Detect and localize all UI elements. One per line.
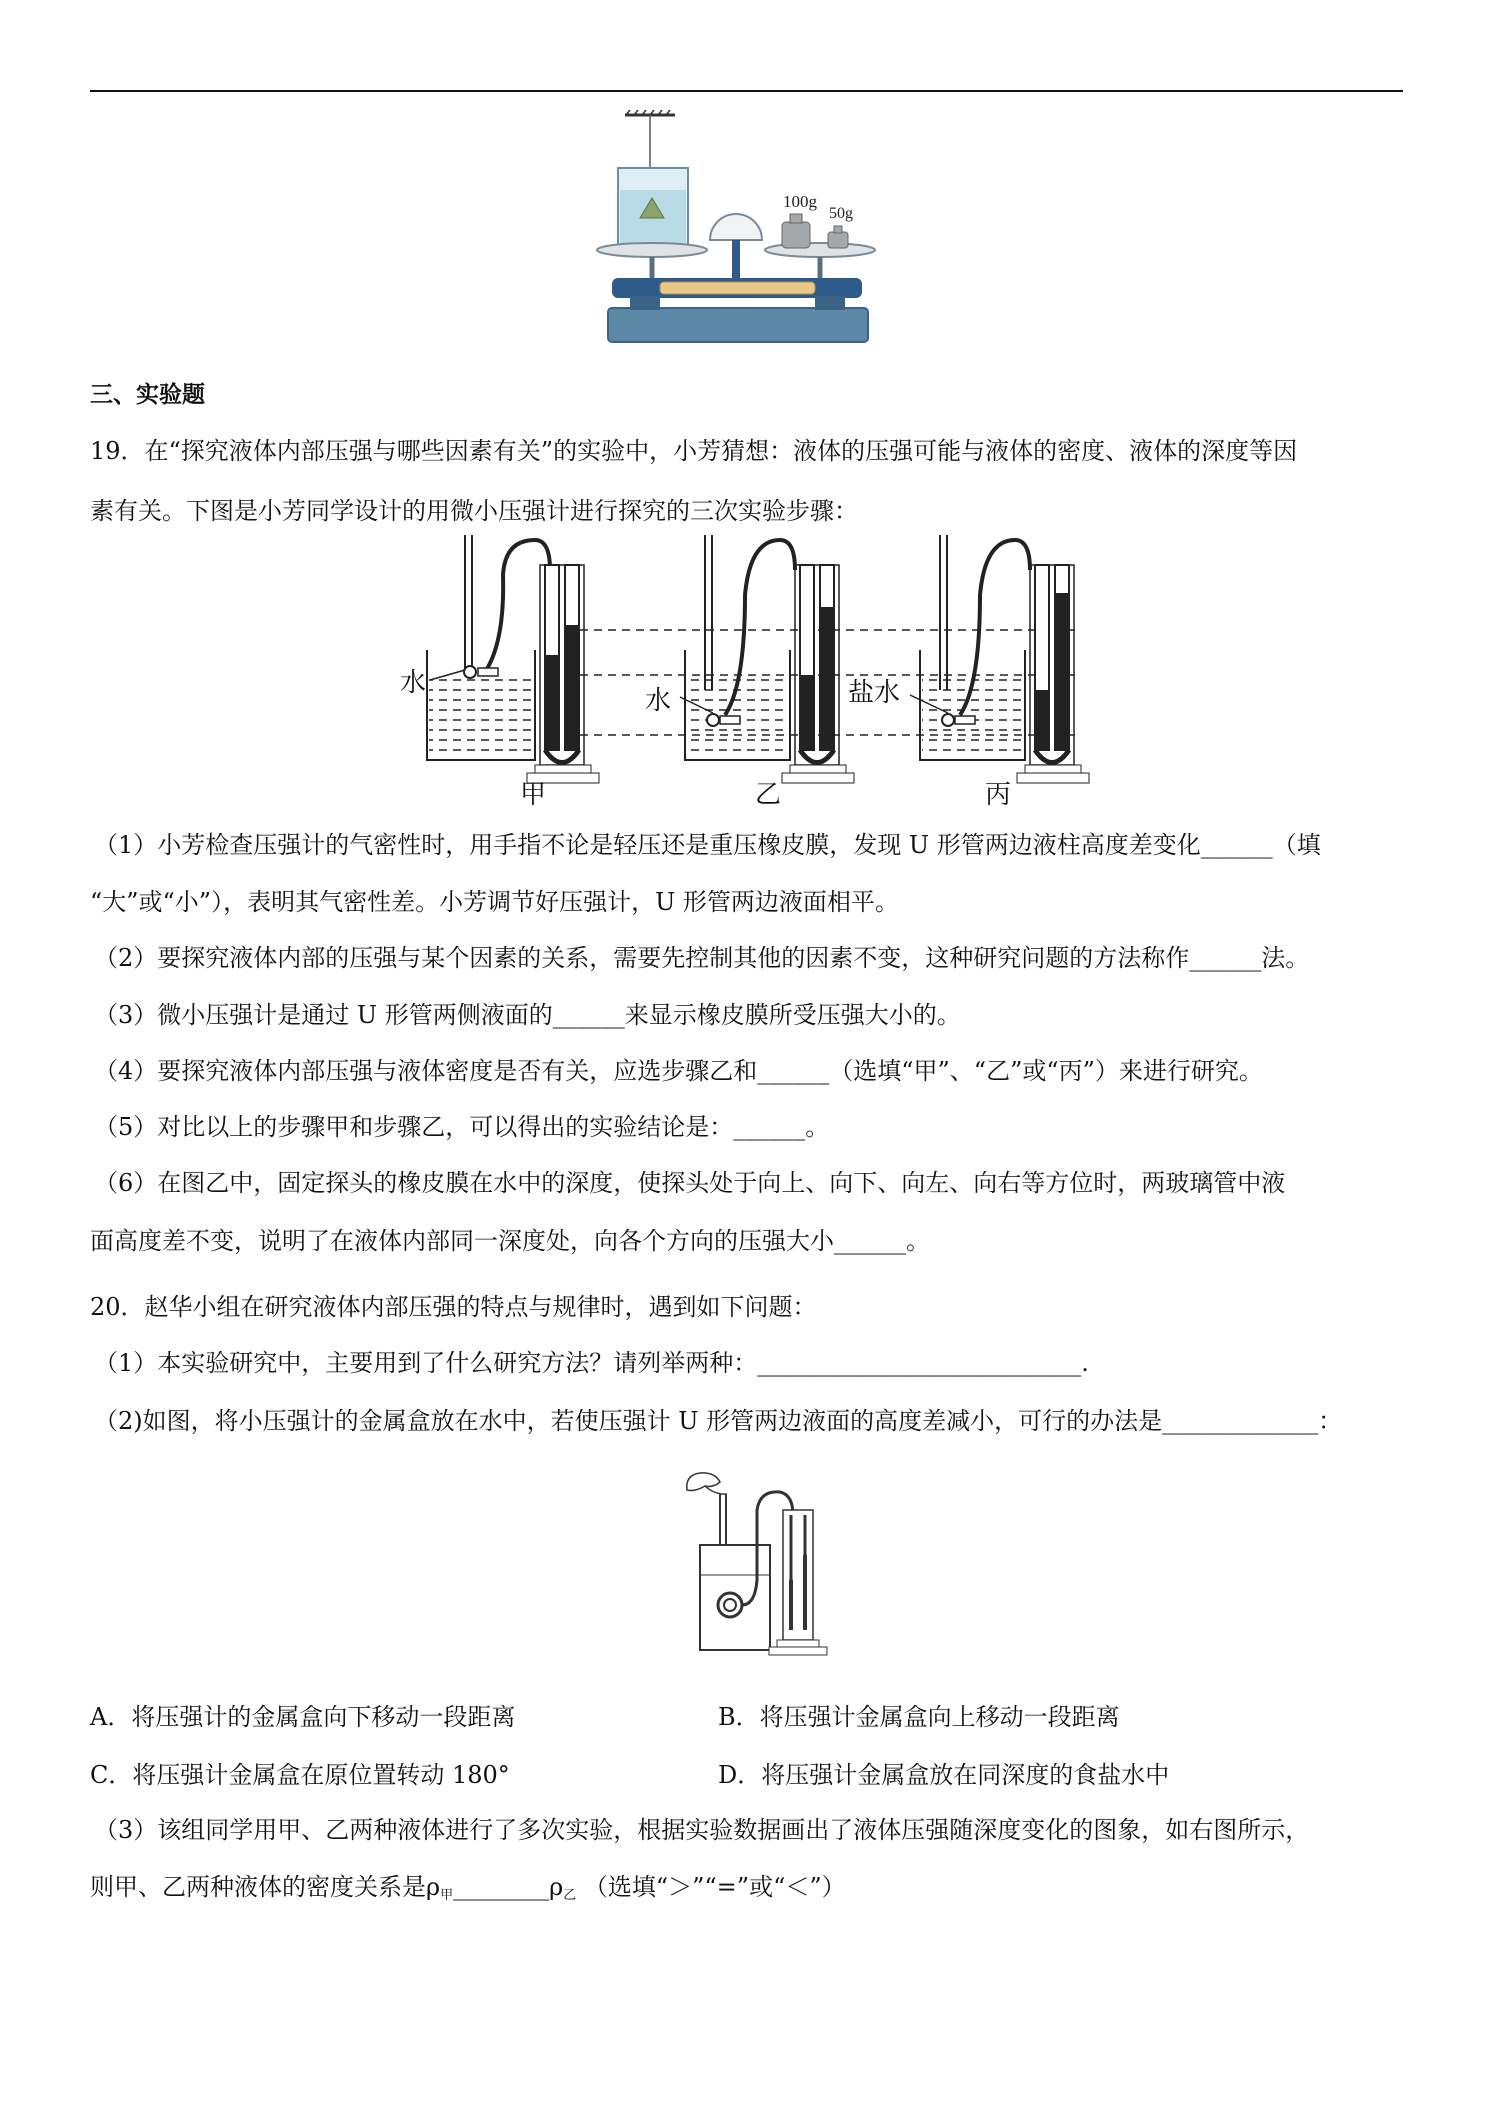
q19-part5: （5）对比以上的步骤甲和步骤乙，可以得出的实验结论是：______。 — [94, 1113, 830, 1141]
q20-intro: 20．赵华小组在研究液体内部压强的特点与规律时，遇到如下问题： — [90, 1293, 817, 1321]
rho-jia-subscript: 甲 — [440, 1888, 454, 1903]
q20-part3-text-post: （选填“＞”“=”或“＜”） — [576, 1873, 846, 1901]
q19-part3: （3）微小压强计是通过 U 形管两侧液面的______来显示橡皮膜所受压强大小的。 — [94, 1001, 961, 1029]
label-brine: 盐水 — [848, 678, 901, 708]
option-d: D．将压强计金属盒放在同深度的食盐水中 — [718, 1761, 1170, 1789]
weight-100g-label: 100g — [783, 192, 817, 211]
option-b: B．将压强计金属盒向上移动一段距离 — [718, 1703, 1120, 1731]
caption-jia: 甲 — [520, 780, 547, 810]
q20-part3-text-mid: ________ρ — [453, 1873, 564, 1901]
q19-part1-line1: （1）小芳检查压强计的气密性时，用手指不论是轻压还是重压橡皮膜，发现 U 形管两边液柱高度差变化______（填 — [94, 831, 1321, 859]
label-water-jia: 水 — [400, 668, 427, 698]
q19-line-1: 19．在“探究液体内部压强与哪些因素有关”的实验中，小芳猜想：液体的压强可能与液体的密度、液体的深度等因 — [90, 437, 1298, 465]
weight-50g-label: 50g — [829, 205, 853, 222]
section-heading: 三、实验题 — [90, 381, 205, 408]
pressure-gauge-figure — [395, 535, 1095, 800]
label-water-yi: 水 — [645, 686, 672, 716]
caption-bing: 丙 — [985, 780, 1012, 810]
q20-part1: （1）本实验研究中，主要用到了什么研究方法？请列举两种：___________________________. — [94, 1349, 1089, 1377]
balance-scale-figure — [590, 110, 910, 345]
caption-yi: 乙 — [755, 780, 782, 810]
header-rule — [90, 90, 1403, 92]
q19-part6-line1: （6）在图乙中，固定探头的橡皮膜在水中的深度，使探头处于向上、向下、向左、向右等方位时，两玻璃管中液 — [94, 1169, 1286, 1197]
q20-part3-text-pre: 则甲、乙两种液体的密度关系是ρ — [90, 1873, 441, 1901]
rho-yi-subscript: 乙 — [563, 1888, 577, 1903]
q20-part3-line2 — [90, 1870, 846, 1913]
small-gauge-figure — [665, 1470, 840, 1660]
q19-part4: （4）要探究液体内部压强与液体密度是否有关，应选步骤乙和______（选填“甲”、“乙”或“丙”）来进行研究。 — [94, 1057, 1263, 1085]
option-c: C．将压强计金属盒在原位置转动 180° — [90, 1761, 510, 1789]
q19-part2: （2）要探究液体内部的压强与某个因素的关系，需要先控制其他的因素不变，这种研究问题的方法称作______法。 — [94, 944, 1310, 972]
option-a: A．将压强计的金属盒向下移动一段距离 — [90, 1703, 516, 1731]
q20-part2: （2)如图，将小压强计的金属盒放在水中，若使压强计 U 形管两边液面的高度差减小，可行的办法是_____________： — [94, 1407, 1343, 1435]
q20-part3-line1: （3）该组同学用甲、乙两种液体进行了多次实验，根据实验数据画出了液体压强随深度变化的图象，如右图所示， — [94, 1816, 1310, 1844]
q19-part6-line2: 面高度差不变，说明了在液体内部同一深度处，向各个方向的压强大小______。 — [90, 1227, 930, 1255]
q19-line-2: 素有关。下图是小芳同学设计的用微小压强计进行探究的三次实验步骤： — [90, 497, 858, 525]
q19-part1-line2: “大”或“小”），表明其气密性差。小芳调节好压强计，U 形管两边液面相平。 — [90, 888, 899, 916]
